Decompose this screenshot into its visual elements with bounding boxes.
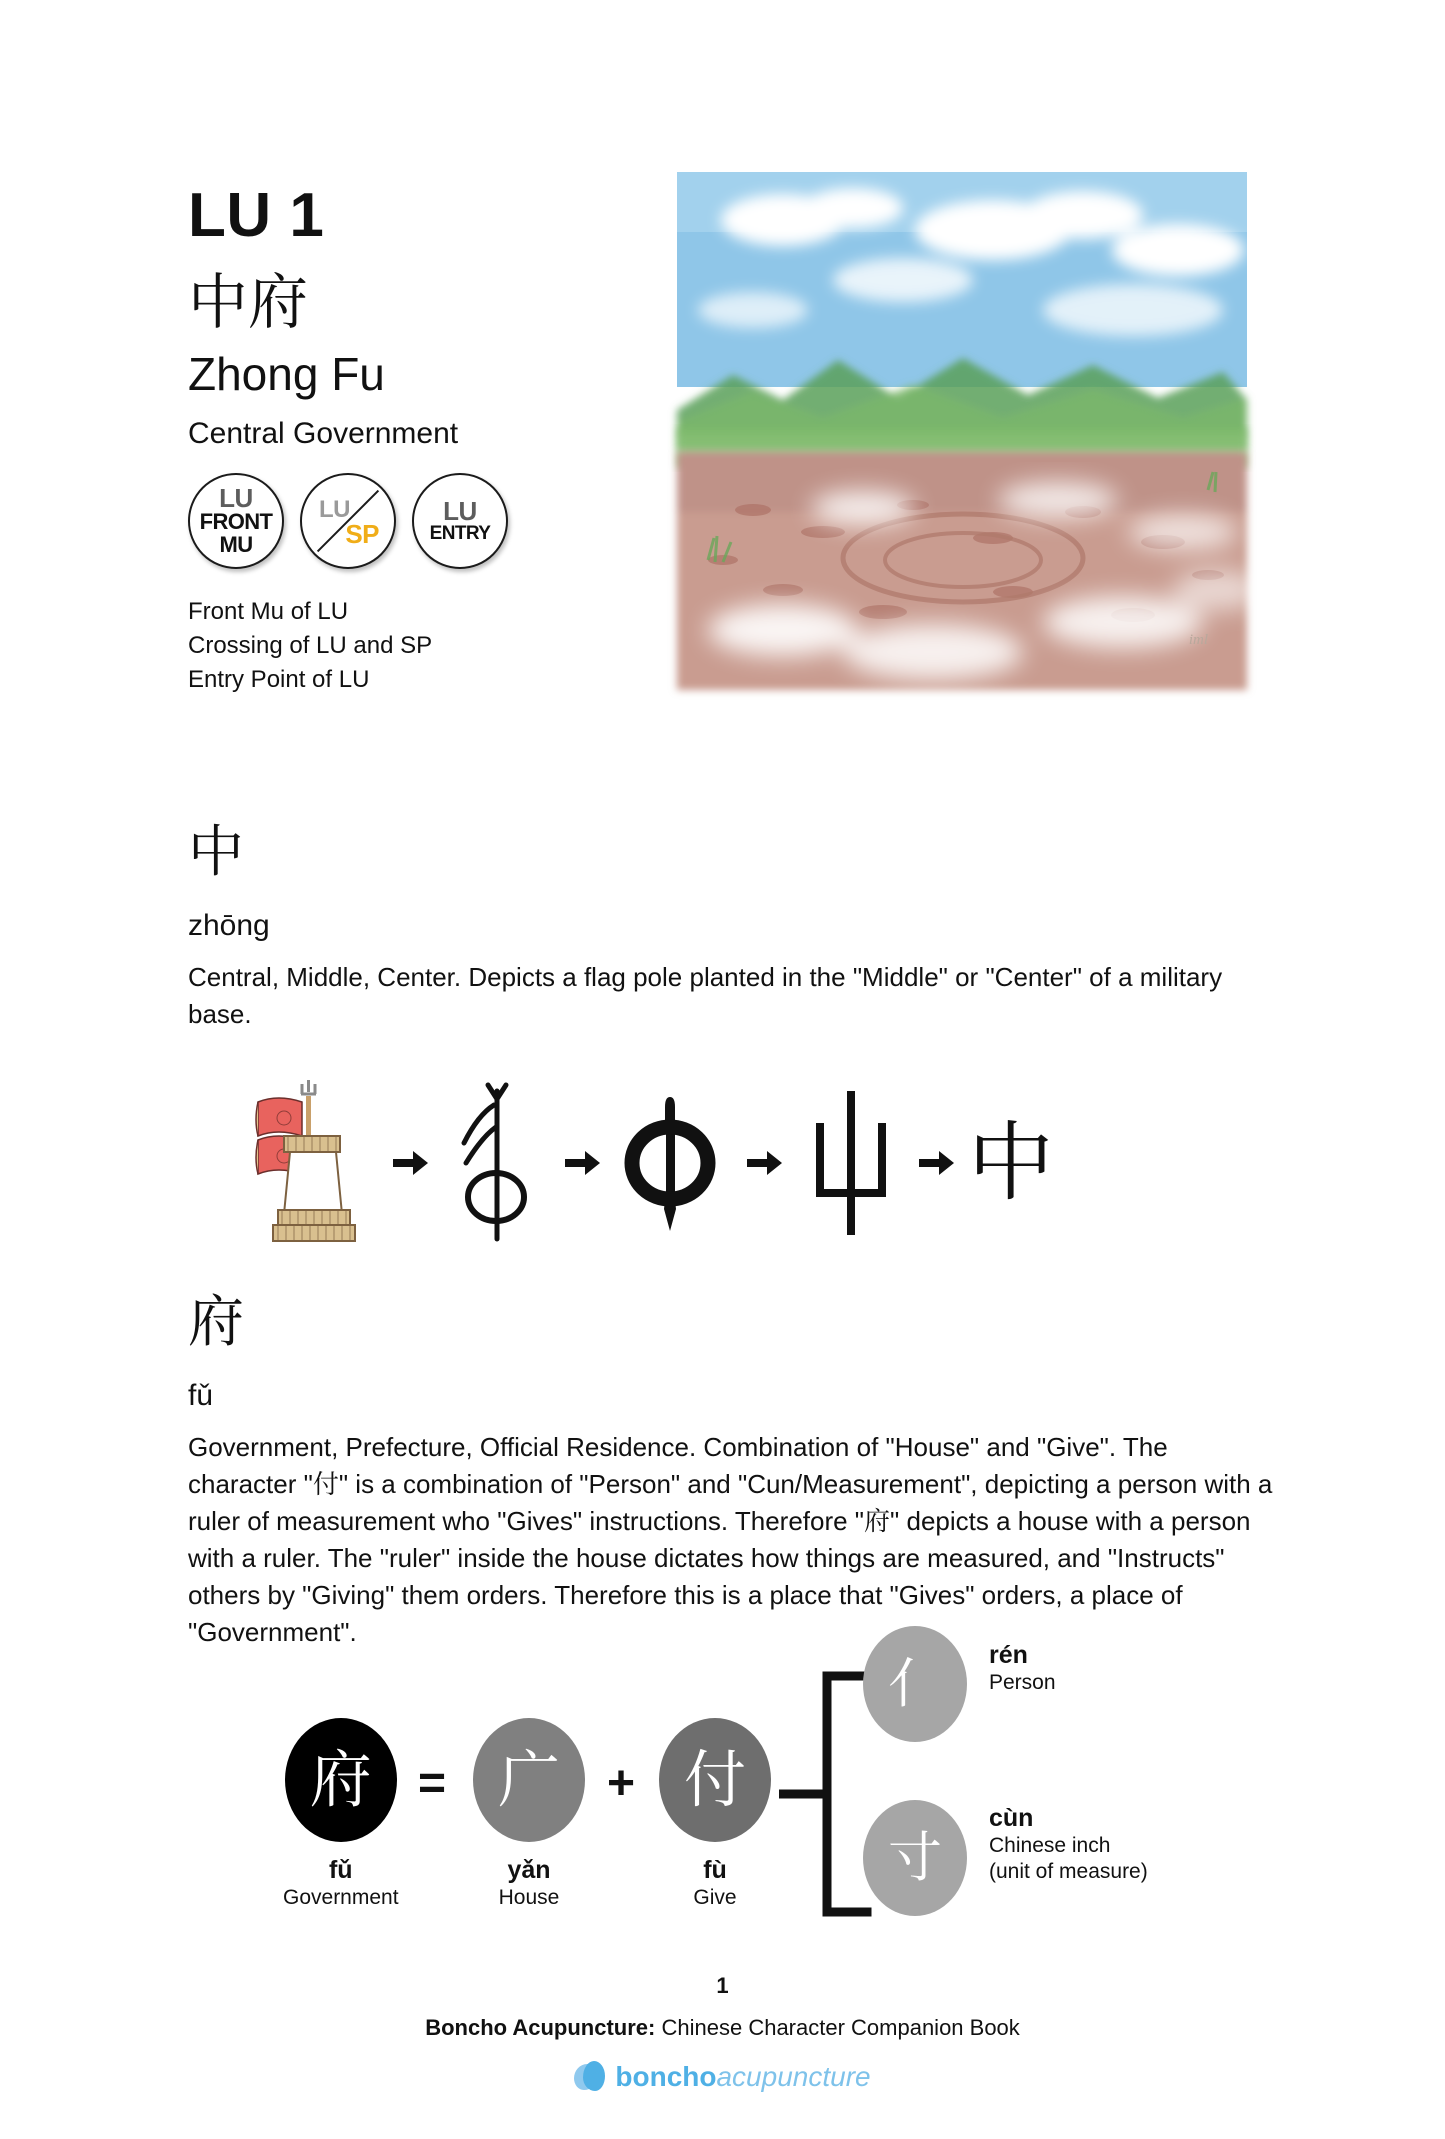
page-title: LU 1 [188,181,325,250]
modern-character: 中 [968,1113,1054,1213]
status-badge-front-mu [188,473,284,569]
evolution-arrow-4 [906,1148,968,1178]
character-evolution-zhong [240,1068,1240,1258]
decomp-operator-equals: = [418,1757,447,1810]
section-character: 中 [188,820,244,885]
legend-item-entry: Entry Point of LU [188,666,370,694]
point-hanzi: 中府 [188,268,308,338]
footer-title-bold: Boncho Acupuncture: [425,2015,656,2040]
point-pinyin: Zhong Fu [188,348,385,400]
landscape-illustration [663,160,1263,705]
evolution-arrow-1 [380,1148,442,1178]
section-zhong [188,820,1308,1033]
decomp-circle-yan: 广 [473,1718,585,1842]
decomp-pinyin: fǔ [328,1856,353,1884]
decomp-circle-fu-give: 付 [659,1718,771,1842]
decomp-label-part-2 [693,1856,736,1910]
brand-wordmark [615,2063,870,2091]
decomp-operator-plus: + [607,1757,636,1810]
artwork-signature: iml [1188,632,1208,648]
decomp-label-subpart-1 [989,1640,1056,1696]
decomp-circle-cun: 寸 [863,1800,967,1916]
decomp-node-subpart-2 [863,1800,967,1916]
legend-item-front-mu: Front Mu of LU [188,598,349,625]
decomp-pinyin: yǎn [507,1856,551,1884]
page-number: 1 [716,1973,729,1998]
bronze-script-zhong-icon [614,1081,734,1246]
boncho-droplet-icon [574,2061,606,2093]
evolution-pictogram-flag [240,1078,380,1248]
badge-channel-label: LU [319,496,350,523]
brand-name-bold: boncho [615,2061,717,2092]
header [0,0,1445,800]
decomp-node-part-2 [659,1718,771,1910]
evolution-seal-glyph [796,1081,906,1246]
character-decomposition-diagram [255,1641,1315,1978]
decomp-english: House [498,1885,560,1909]
badge-type-label: ENTRY [429,522,491,544]
badge-type-label-2: MU [219,531,253,557]
decomp-english: Government [283,1885,399,1909]
badge-crossing-channel-label: SP [345,519,379,549]
brand-name-light: acupuncture [716,2061,871,2092]
decomp-english: Chinese inch [989,1834,1111,1857]
legend-item-crossing: Crossing of LU and SP [188,632,433,660]
seal-script-zhong-icon [796,1081,906,1246]
decomp-node-part-1 [473,1718,585,1910]
decomp-english-2: (unit of measure) [989,1860,1148,1884]
decomp-label-result [283,1856,399,1910]
header-artwork-landscape [663,160,1263,705]
evolution-oracle-bone-glyph [442,1081,552,1246]
oracle-bone-zhong-icon [442,1081,552,1246]
section-pinyin: zhōng [188,909,270,942]
footer-title [0,2017,1445,2039]
decomp-circle-fu: 府 [285,1718,397,1842]
evolution-arrow-2 [552,1148,614,1178]
point-info [188,181,668,697]
flag-pole-military-base-icon [240,1078,380,1248]
badge-type-label: FRONT [199,508,273,534]
brand-logo [0,2061,1445,2093]
evolution-bronze-glyph [614,1081,734,1246]
section-description: Government, Prefecture, Official Residence. Combination of "House" and "Give". The character "付" is a combination of "Person" and "Cun/Measurement", depicting a person with a ruler of measurement who "Gives" instructions. Therefore "府" depicts a house with a person with a ruler. The "ruler" inside the house dictates how things are measured, and "Instructs" others by "Giving" them orders. Therefore this is a place that "Gives" orders, a place of "Government". [188,1432,1273,1647]
section-description: Central, Middle, Center. Depicts a flag pole planted in the "Middle" or "Center" of a military base. [188,962,1223,1029]
decomp-pinyin: rén [989,1641,1028,1669]
decomp-label-part-1 [499,1856,560,1910]
badge-channel-label: LU [219,483,253,514]
evolution-arrow-3 [734,1148,796,1178]
decomp-english: Give [693,1885,737,1909]
decomp-english: Person [989,1671,1056,1694]
footer-title-rest: Chinese Character Companion Book [655,2015,1020,2040]
evolution-modern-glyph [968,1113,1054,1213]
footer [0,1975,1445,2093]
badge-channel-label: LU [443,496,477,527]
decomp-pinyin: fù [703,1856,727,1884]
section-pinyin: fǔ [188,1379,214,1412]
point-meaning: Central Government [188,417,459,450]
status-badge-entry [412,473,508,569]
decomp-node-subpart-1 [863,1626,967,1742]
decomp-pinyin: cùn [989,1804,1034,1832]
decomp-label-subpart-2 [989,1803,1148,1886]
badge-row [188,473,668,569]
decomp-circle-ren: 亻 [863,1626,967,1742]
status-badge-crossing [300,473,396,569]
section-fu [188,1290,1308,1650]
decomp-node-result [283,1718,399,1910]
badge-legend [188,595,668,697]
section-character: 府 [188,1290,244,1355]
